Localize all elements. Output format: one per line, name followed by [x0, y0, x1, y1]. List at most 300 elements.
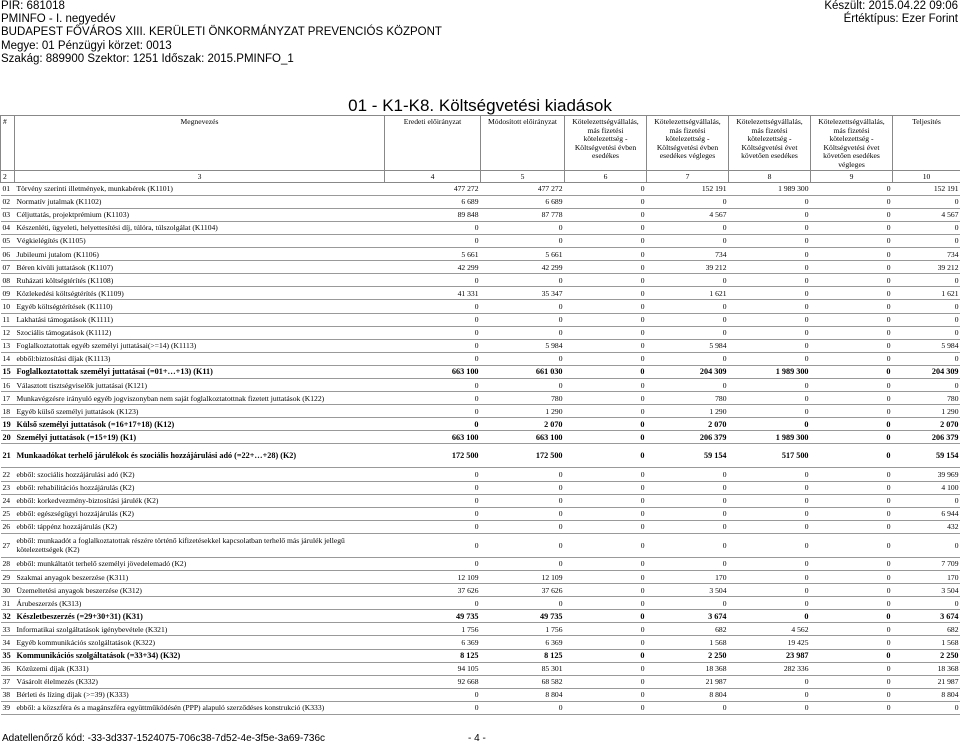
- cell-value: 0: [385, 378, 481, 391]
- cell-value: 4 100: [893, 481, 960, 494]
- table-row: [1, 610, 960, 623]
- row-label: Jubileumi jutalom (K1106): [15, 248, 385, 261]
- cell-value: 780: [481, 392, 565, 405]
- cell-value: 0: [729, 274, 811, 287]
- cell-value: 5 661: [481, 248, 565, 261]
- cell-value: 0: [729, 287, 811, 300]
- cell-value: 170: [647, 571, 729, 584]
- cell-value: 206 379: [647, 431, 729, 444]
- table-row: [1, 701, 960, 714]
- cell-value: 0: [729, 208, 811, 221]
- cell-value: 12 109: [385, 571, 481, 584]
- cell-value: 0: [647, 234, 729, 247]
- cell-value: 3 674: [647, 610, 729, 623]
- cell-value: 0: [565, 701, 647, 714]
- row-label: Munkaadókat terhelő járulékok és szociális hozzájárulási adó (=22+…+28) (K2): [15, 444, 385, 468]
- cell-value: 0: [385, 234, 481, 247]
- cell-value: 0: [729, 300, 811, 313]
- cell-value: 39 212: [647, 261, 729, 274]
- cell-value: 0: [481, 597, 565, 610]
- cell-value: 35 347: [481, 287, 565, 300]
- cell-value: 682: [893, 623, 960, 636]
- cell-value: 1 989 300: [729, 431, 811, 444]
- cell-value: 12 109: [481, 571, 565, 584]
- table-row: [1, 274, 960, 287]
- table-row: [1, 287, 960, 300]
- cell-value: 172 500: [481, 444, 565, 468]
- cell-value: 0: [565, 481, 647, 494]
- col-number: 5: [481, 170, 565, 182]
- cell-value: 517 500: [729, 444, 811, 468]
- row-number: 39: [1, 701, 15, 714]
- cell-value: 152 191: [893, 182, 960, 195]
- cell-value: 5 984: [481, 339, 565, 352]
- cell-value: 0: [811, 339, 893, 352]
- cell-value: 0: [481, 481, 565, 494]
- table-row: [1, 431, 960, 444]
- row-label: Lakhatási támogatások (K1111): [15, 313, 385, 326]
- col-header-performance: Teljesítés: [893, 116, 960, 171]
- col-number: 8: [729, 170, 811, 182]
- cell-value: 4 567: [893, 208, 960, 221]
- cell-value: 0: [565, 392, 647, 405]
- row-label: Árubeszerzés (K313): [15, 597, 385, 610]
- report-meta-left: [1, 0, 442, 66]
- cell-value: 0: [811, 468, 893, 481]
- expenditure-table: [0, 115, 960, 715]
- table-row: [1, 520, 960, 533]
- cell-value: 0: [565, 584, 647, 597]
- cell-value: 0: [893, 234, 960, 247]
- cell-value: 734: [893, 248, 960, 261]
- cell-value: 18 368: [893, 662, 960, 675]
- table-row: [1, 326, 960, 339]
- row-label: ebből: korkedvezmény-biztosítási járulék (K2): [15, 494, 385, 507]
- cell-value: 0: [565, 261, 647, 274]
- row-label: Közüzemi díjak (K331): [15, 662, 385, 675]
- cell-value: 37 626: [385, 584, 481, 597]
- cell-value: 42 299: [385, 261, 481, 274]
- cell-value: 6 944: [893, 507, 960, 520]
- validation-code: Adatellenőrző kód: -33-3d337-1524075-706c38-7d52-4e-3f5e-3a69-736c: [2, 733, 326, 744]
- cell-value: 0: [481, 221, 565, 234]
- table-row: [1, 313, 960, 326]
- cell-value: 0: [481, 300, 565, 313]
- row-number: 38: [1, 688, 15, 701]
- cell-value: 0: [811, 326, 893, 339]
- row-number: 26: [1, 520, 15, 533]
- row-number: 19: [1, 418, 15, 431]
- cell-value: 0: [811, 481, 893, 494]
- cell-value: 8 125: [481, 649, 565, 662]
- cell-value: 1 568: [893, 636, 960, 649]
- table-row: [1, 444, 960, 468]
- row-label: Személyi juttatások (=15+19) (K1): [15, 431, 385, 444]
- cell-value: 0: [893, 300, 960, 313]
- cell-value: 0: [729, 688, 811, 701]
- row-number: 09: [1, 287, 15, 300]
- row-label: ebből: a közszféra és a magánszféra együttműködésén (PPP) alapuló szerződéses konstrukció (K333): [15, 701, 385, 714]
- cell-value: 0: [811, 571, 893, 584]
- cell-value: 8 804: [647, 688, 729, 701]
- cell-value: 87 778: [481, 208, 565, 221]
- row-number: 03: [1, 208, 15, 221]
- row-number: 29: [1, 571, 15, 584]
- cell-value: 0: [729, 313, 811, 326]
- cell-value: 0: [729, 378, 811, 391]
- col-number: 9: [811, 170, 893, 182]
- cell-value: 8 125: [385, 649, 481, 662]
- cell-value: 0: [385, 313, 481, 326]
- cell-value: 39 969: [893, 468, 960, 481]
- cell-value: 0: [811, 533, 893, 557]
- table-row: [1, 623, 960, 636]
- cell-value: 0: [647, 597, 729, 610]
- cell-value: 1 290: [893, 405, 960, 418]
- column-number-row: [1, 170, 960, 182]
- cell-value: 0: [565, 610, 647, 623]
- row-label: Készenléti, ügyeleti, helyettesítési díj, túlóra, túlszolgálat (K1104): [15, 221, 385, 234]
- cell-value: 0: [811, 557, 893, 570]
- row-label: Ruházati költségtérítés (K1108): [15, 274, 385, 287]
- row-number: 15: [1, 365, 15, 378]
- cell-value: 0: [729, 248, 811, 261]
- cell-value: 42 299: [481, 261, 565, 274]
- table-row: [1, 234, 960, 247]
- row-number: 30: [1, 584, 15, 597]
- cell-value: 19 425: [729, 636, 811, 649]
- row-label: ebből:biztosítási díjak (K1113): [15, 352, 385, 365]
- cell-value: 0: [481, 494, 565, 507]
- cell-value: 0: [565, 234, 647, 247]
- cell-value: 477 272: [385, 182, 481, 195]
- cell-value: 0: [893, 494, 960, 507]
- page-number: - 4 -: [468, 733, 486, 744]
- table-row: [1, 392, 960, 405]
- row-number: 13: [1, 339, 15, 352]
- row-number: 35: [1, 649, 15, 662]
- col-header-modified: Módosított előirányzat: [481, 116, 565, 171]
- row-number: 01: [1, 182, 15, 195]
- cell-value: 0: [565, 444, 647, 468]
- row-label: ebből: rehabilitációs hozzájárulás (K2): [15, 481, 385, 494]
- table-row: [1, 584, 960, 597]
- cell-value: 21 987: [893, 675, 960, 688]
- table-row: [1, 248, 960, 261]
- cell-value: 6 369: [481, 636, 565, 649]
- row-number: 34: [1, 636, 15, 649]
- cell-value: 2 250: [893, 649, 960, 662]
- cell-value: 0: [385, 507, 481, 520]
- table-row: [1, 418, 960, 431]
- cell-value: 0: [729, 352, 811, 365]
- cell-value: 0: [729, 557, 811, 570]
- cell-value: 0: [811, 405, 893, 418]
- cell-value: 1 756: [385, 623, 481, 636]
- cell-value: 0: [729, 520, 811, 533]
- cell-value: 0: [481, 520, 565, 533]
- cell-value: 0: [565, 557, 647, 570]
- cell-value: 5 984: [647, 339, 729, 352]
- table-row: [1, 636, 960, 649]
- row-label: ebből: munkaadót a foglalkoztatottak részére történő kifizetésekkel kapcsolatban terhelő más járulék jellegű kötelezettségek (K2): [15, 533, 385, 557]
- cell-value: 0: [729, 675, 811, 688]
- col-number: 6: [565, 170, 647, 182]
- cell-value: 0: [811, 221, 893, 234]
- cell-value: 3 674: [893, 610, 960, 623]
- row-number: 20: [1, 431, 15, 444]
- cell-value: 0: [647, 533, 729, 557]
- row-label: Törvény szerinti illetmények, munkabérek (K1101): [15, 182, 385, 195]
- cell-value: 0: [811, 494, 893, 507]
- cell-value: 0: [729, 494, 811, 507]
- cell-value: 4 562: [729, 623, 811, 636]
- cell-value: 0: [647, 557, 729, 570]
- row-label: Munkavégzésre irányuló egyéb jogviszonyban nem saját foglalkoztatottnak fizetett juttatások (K122): [15, 392, 385, 405]
- table-row: [1, 378, 960, 391]
- table-row: [1, 405, 960, 418]
- cell-value: 8 804: [893, 688, 960, 701]
- table-row: [1, 507, 960, 520]
- cell-value: 0: [385, 339, 481, 352]
- cell-value: 0: [647, 300, 729, 313]
- cell-value: 0: [647, 221, 729, 234]
- cell-value: 68 582: [481, 675, 565, 688]
- cell-value: 0: [811, 584, 893, 597]
- cell-value: 477 272: [481, 182, 565, 195]
- cell-value: 0: [811, 274, 893, 287]
- cell-value: 1 756: [481, 623, 565, 636]
- row-number: 27: [1, 533, 15, 557]
- table-row: [1, 662, 960, 675]
- cell-value: 0: [565, 195, 647, 208]
- cell-value: 0: [481, 507, 565, 520]
- cell-value: 0: [729, 234, 811, 247]
- cell-value: 1 621: [647, 287, 729, 300]
- col-header-commit-next: Kötelezettségvállalás, más fizetési kötelezettség - Költségvetési évet követően esedékes: [729, 116, 811, 171]
- cell-value: 0: [647, 352, 729, 365]
- cell-value: 0: [893, 274, 960, 287]
- table-row: [1, 494, 960, 507]
- row-number: 21: [1, 444, 15, 468]
- table-row: [1, 182, 960, 195]
- cell-value: 0: [565, 221, 647, 234]
- row-label: Választott tisztségviselők juttatásai (K121): [15, 378, 385, 391]
- cell-value: 0: [647, 274, 729, 287]
- row-number: 23: [1, 481, 15, 494]
- cell-value: 0: [565, 326, 647, 339]
- cell-value: 6 689: [385, 195, 481, 208]
- row-label: Üzemeltetési anyagok beszerzése (K312): [15, 584, 385, 597]
- cell-value: 0: [893, 313, 960, 326]
- cell-value: 0: [481, 326, 565, 339]
- cell-value: 0: [811, 234, 893, 247]
- cell-value: 152 191: [647, 182, 729, 195]
- row-label: Szociális támogatások (K1112): [15, 326, 385, 339]
- cell-value: 18 368: [647, 662, 729, 675]
- cell-value: 0: [481, 313, 565, 326]
- cell-value: 0: [481, 234, 565, 247]
- cell-value: 0: [385, 326, 481, 339]
- row-label: Szakmai anyagok beszerzése (K311): [15, 571, 385, 584]
- cell-value: 0: [481, 352, 565, 365]
- cell-value: 0: [811, 444, 893, 468]
- row-number: 17: [1, 392, 15, 405]
- row-number: 32: [1, 610, 15, 623]
- cell-value: 0: [385, 352, 481, 365]
- cell-value: 0: [481, 274, 565, 287]
- table-row: [1, 261, 960, 274]
- cell-value: 5 661: [385, 248, 481, 261]
- cell-value: 21 987: [647, 675, 729, 688]
- cell-value: 0: [565, 662, 647, 675]
- cell-value: 0: [811, 431, 893, 444]
- cell-value: 0: [565, 636, 647, 649]
- cell-value: 0: [811, 636, 893, 649]
- cell-value: 4 567: [647, 208, 729, 221]
- cell-value: 1 989 300: [729, 365, 811, 378]
- cell-value: 2 070: [893, 418, 960, 431]
- row-number: 24: [1, 494, 15, 507]
- row-label: Vásárolt élelmezés (K332): [15, 675, 385, 688]
- cell-value: 432: [893, 520, 960, 533]
- cell-value: 0: [811, 701, 893, 714]
- cell-value: 0: [811, 352, 893, 365]
- row-number: 37: [1, 675, 15, 688]
- col-header-original: Eredeti előirányzat: [385, 116, 481, 171]
- cell-value: 1 989 300: [729, 182, 811, 195]
- cell-value: 0: [729, 533, 811, 557]
- row-label: Béren kívüli juttatások (K1107): [15, 261, 385, 274]
- cell-value: 0: [565, 533, 647, 557]
- row-number: 10: [1, 300, 15, 313]
- row-label: Egyéb költségtérítések (K1110): [15, 300, 385, 313]
- row-label: Céljuttatás, projektprémium (K1103): [15, 208, 385, 221]
- row-number: 28: [1, 557, 15, 570]
- cell-value: 0: [729, 481, 811, 494]
- col-number: 7: [647, 170, 729, 182]
- cell-value: 0: [729, 507, 811, 520]
- row-number: 04: [1, 221, 15, 234]
- cell-value: 663 100: [481, 431, 565, 444]
- cell-value: 663 100: [385, 365, 481, 378]
- cell-value: 0: [811, 610, 893, 623]
- table-row: [1, 352, 960, 365]
- row-label: Közlekedési költségtérítés (K1109): [15, 287, 385, 300]
- cell-value: 0: [893, 326, 960, 339]
- cell-value: 0: [893, 378, 960, 391]
- row-number: 33: [1, 623, 15, 636]
- cell-value: 204 309: [893, 365, 960, 378]
- cell-value: 172 500: [385, 444, 481, 468]
- row-number: 11: [1, 313, 15, 326]
- cell-value: 37 626: [481, 584, 565, 597]
- cell-value: 2 250: [647, 649, 729, 662]
- cell-value: 94 105: [385, 662, 481, 675]
- row-number: 14: [1, 352, 15, 365]
- cell-value: 663 100: [385, 431, 481, 444]
- row-number: 25: [1, 507, 15, 520]
- row-number: 08: [1, 274, 15, 287]
- table-row: [1, 195, 960, 208]
- cell-value: 0: [811, 300, 893, 313]
- cell-value: 0: [565, 494, 647, 507]
- row-number: 06: [1, 248, 15, 261]
- row-label: Készletbeszerzés (=29+30+31) (K31): [15, 610, 385, 623]
- cell-value: 0: [385, 597, 481, 610]
- cell-value: 0: [811, 378, 893, 391]
- row-number: 12: [1, 326, 15, 339]
- row-label: Foglalkoztatottak egyéb személyi juttatásai(>=14) (K1113): [15, 339, 385, 352]
- header-line: PIR: 681018: [1, 0, 65, 12]
- row-number: 16: [1, 378, 15, 391]
- cell-value: 1 621: [893, 287, 960, 300]
- col-number: 2: [1, 170, 15, 182]
- col-header-commit-next-final: Kötelezettségvállalás, más fizetési kötelezettség - Költségvetési évet követően esedékes végleges: [811, 116, 893, 171]
- table-row: [1, 221, 960, 234]
- cell-value: 0: [811, 649, 893, 662]
- cell-value: 1 568: [647, 636, 729, 649]
- row-label: Kommunikációs szolgáltatások (=33+34) (K32): [15, 649, 385, 662]
- row-number: 18: [1, 405, 15, 418]
- cell-value: 2 070: [647, 418, 729, 431]
- cell-value: 0: [647, 378, 729, 391]
- cell-value: 780: [893, 392, 960, 405]
- cell-value: 89 848: [385, 208, 481, 221]
- cell-value: 661 030: [481, 365, 565, 378]
- cell-value: 0: [729, 701, 811, 714]
- cell-value: 0: [385, 494, 481, 507]
- row-label: Egyéb kommunikációs szolgáltatások (K322): [15, 636, 385, 649]
- cell-value: 49 735: [481, 610, 565, 623]
- cell-value: 0: [811, 208, 893, 221]
- cell-value: 734: [647, 248, 729, 261]
- col-number: 3: [15, 170, 385, 182]
- cell-value: 0: [565, 418, 647, 431]
- row-label: Külső személyi juttatások (=16+17+18) (K12): [15, 418, 385, 431]
- cell-value: 0: [729, 339, 811, 352]
- cell-value: 170: [893, 571, 960, 584]
- cell-value: 0: [481, 378, 565, 391]
- cell-value: 0: [811, 313, 893, 326]
- row-number: 05: [1, 234, 15, 247]
- cell-value: 0: [565, 300, 647, 313]
- cell-value: 0: [729, 221, 811, 234]
- row-label: Egyéb külső személyi juttatások (K123): [15, 405, 385, 418]
- cell-value: 682: [647, 623, 729, 636]
- cell-value: 85 301: [481, 662, 565, 675]
- cell-value: 0: [565, 182, 647, 195]
- cell-value: 39 212: [893, 261, 960, 274]
- row-label: ebből: egészségügyi hozzájárulás (K2): [15, 507, 385, 520]
- cell-value: 0: [385, 405, 481, 418]
- cell-value: 6 689: [481, 195, 565, 208]
- cell-value: 0: [729, 261, 811, 274]
- cell-value: 0: [811, 520, 893, 533]
- table-row: [1, 481, 960, 494]
- cell-value: 0: [565, 405, 647, 418]
- cell-value: 0: [565, 339, 647, 352]
- row-number: 31: [1, 597, 15, 610]
- table-row: [1, 300, 960, 313]
- cell-value: 0: [811, 261, 893, 274]
- cell-value: 0: [811, 365, 893, 378]
- cell-value: 0: [811, 418, 893, 431]
- cell-value: 0: [729, 326, 811, 339]
- table-row: [1, 557, 960, 570]
- cell-value: 0: [565, 365, 647, 378]
- col-header-commit-current-final: Kötelezettségvállalás, más fizetési kötelezettség - Költségvetési évben esedékes végleges: [647, 116, 729, 171]
